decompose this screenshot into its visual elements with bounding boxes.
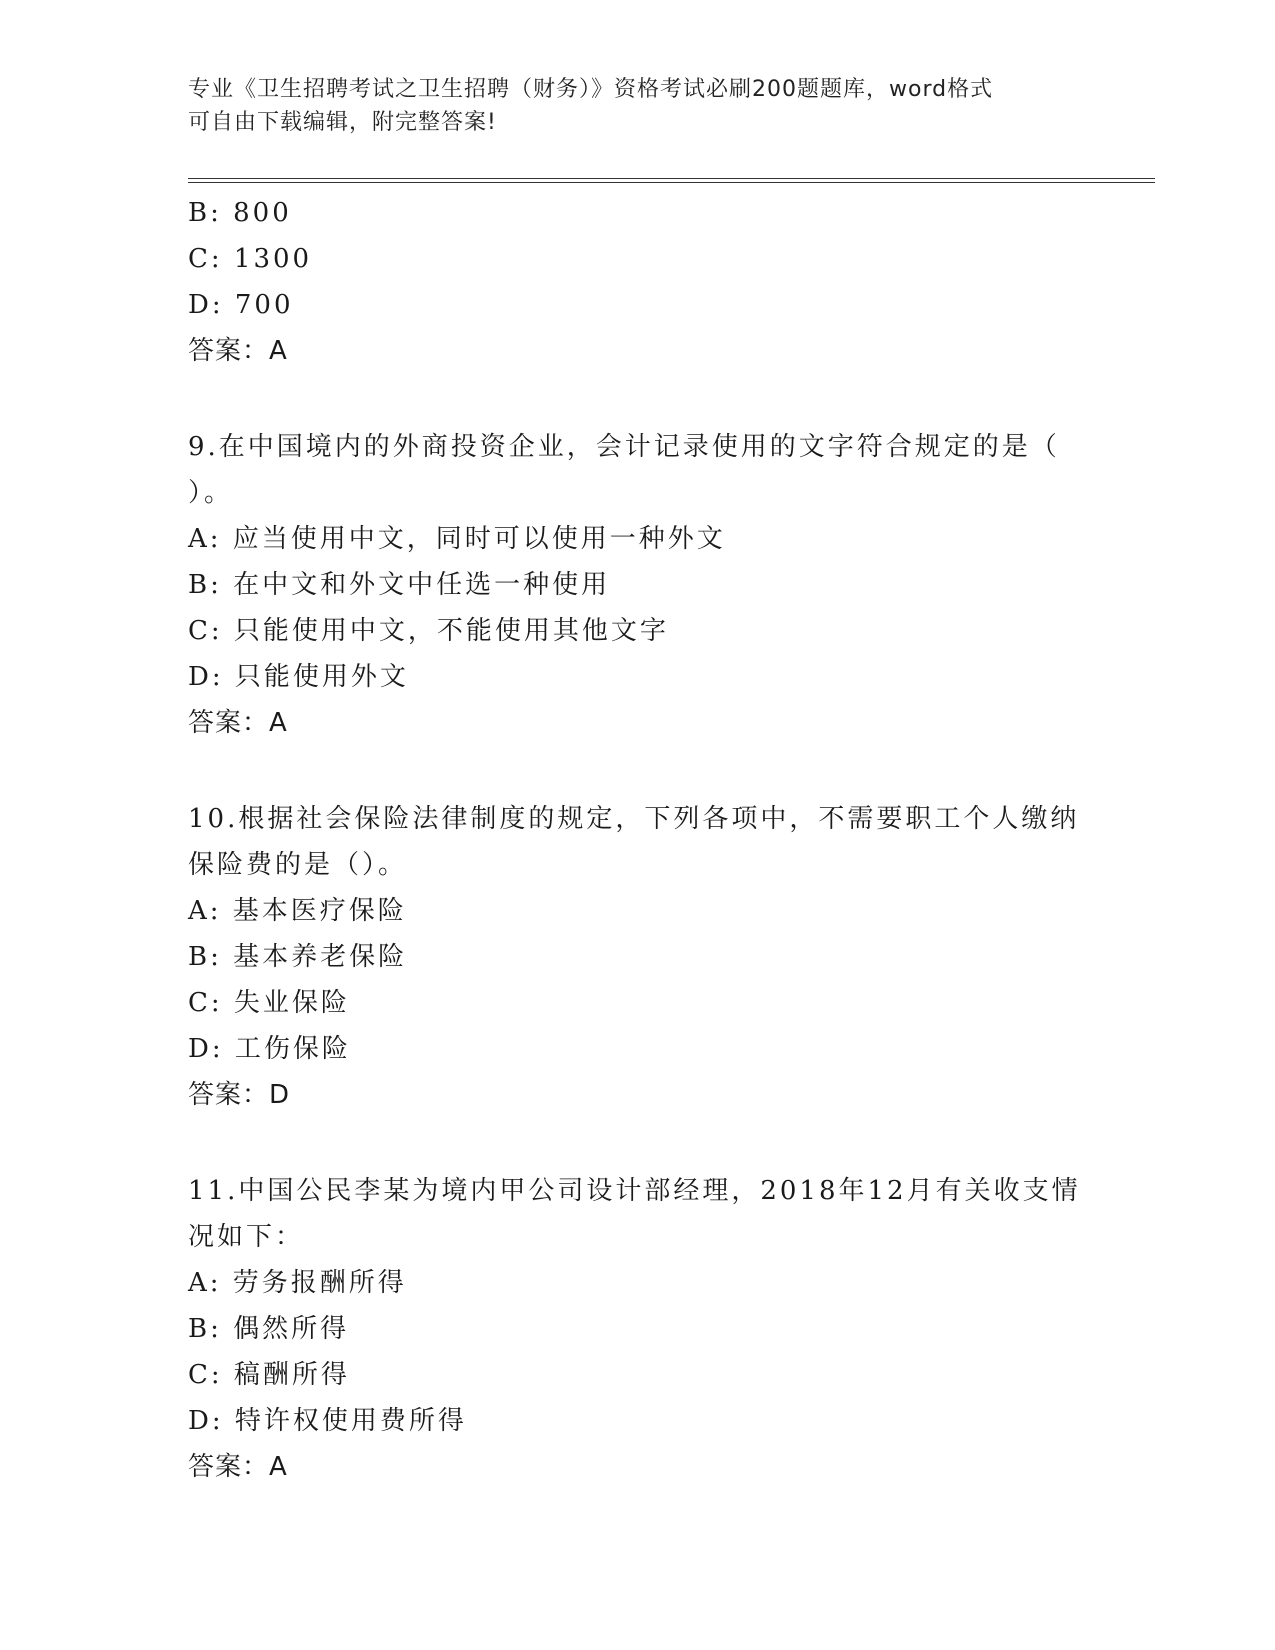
document-body [188,190,1088,1490]
option-b: B: 偶然所得 [188,1314,350,1344]
option-c: C: 稿酬所得 [188,1360,350,1390]
question-11-block [188,1168,1088,1490]
option-c: C: 1300 [188,244,313,274]
option-b: B: 基本养老保险 [188,942,408,972]
option-b: B: 在中文和外文中任选一种使用 [188,570,611,600]
question-10-text-line-1: 10.根据社会保险法律制度的规定，下列各项中，不需要职工个人缴纳 [188,804,1080,834]
option-a: A: 基本医疗保险 [188,896,407,926]
header-line-1: 专业《卫生招聘考试之卫生招聘（财务）》资格考试必刷200题题库，word格式 [188,77,994,102]
option-d: D: 700 [188,290,294,320]
option-d: D: 只能使用外文 [188,662,409,692]
prev-question-block [188,190,1088,374]
question-9-text-line-2: ）。 [188,478,234,508]
header-rule-bottom [188,182,1155,183]
question-11-text-line-1: 11.中国公民李某为境内甲公司设计部经理，2018年12月有关收支情 [188,1176,1081,1206]
header-rule-top [188,178,1155,179]
document-header [188,73,1068,139]
option-d: D: 特许权使用费所得 [188,1406,467,1436]
option-a: A: 应当使用中文，同时可以使用一种外文 [188,524,726,554]
question-9-block [188,424,1088,746]
answer-line: 答案：A [188,336,288,366]
option-d: D: 工伤保险 [188,1034,351,1064]
option-c: C: 失业保险 [188,988,350,1018]
question-9-text-line-1: 9.在中国境内的外商投资企业，会计记录使用的文字符合规定的是（ [188,432,1060,462]
question-11-text-line-2: 况如下： [188,1222,305,1252]
answer-line: 答案：A [188,1452,288,1482]
question-10-text-line-2: 保险费的是（）。 [188,850,408,880]
option-b: B: 800 [188,198,292,228]
option-c: C: 只能使用中文，不能使用其他文字 [188,616,669,646]
header-line-2: 可自由下载编辑，附完整答案! [188,110,497,135]
answer-line: 答案：A [188,708,288,738]
option-a: A: 劳务报酬所得 [188,1268,407,1298]
question-10-block [188,796,1088,1118]
answer-line: 答案：D [188,1080,291,1110]
